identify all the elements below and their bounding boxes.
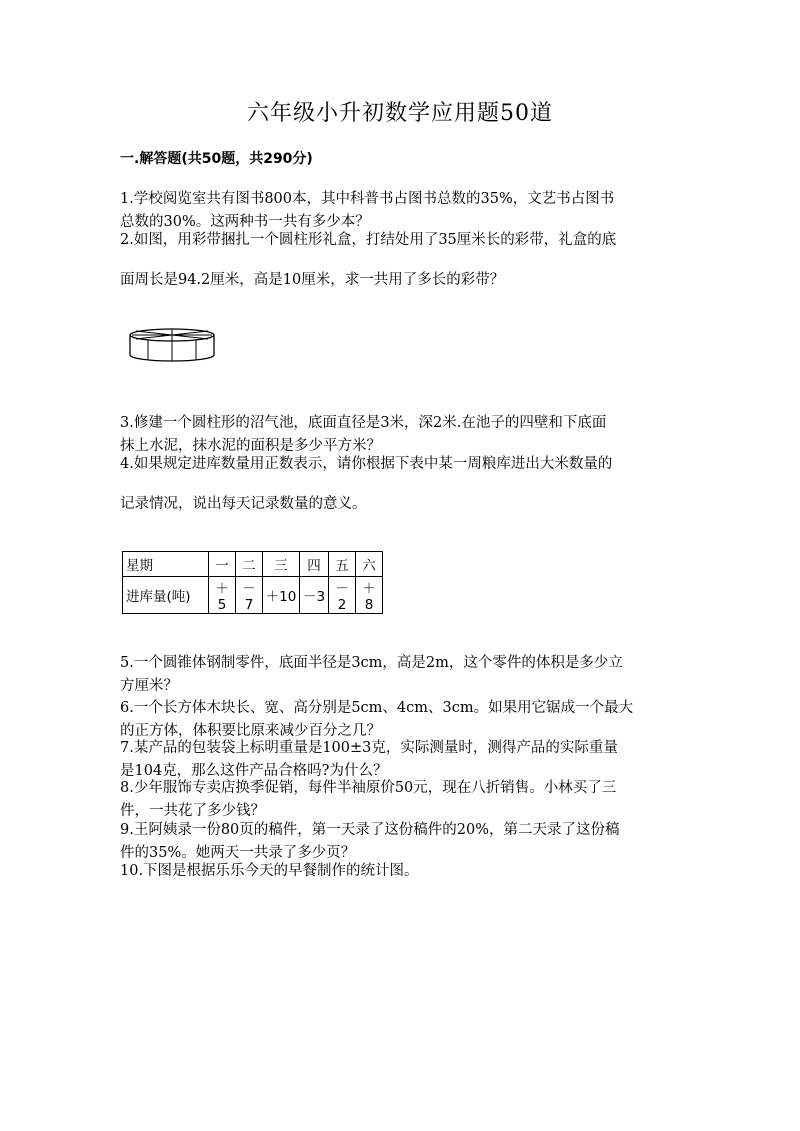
table-header-cell: 六 <box>356 552 383 577</box>
table-cell: ＋5 <box>209 577 236 614</box>
question-line: 1.学校阅览室共有图书800本，其中科普书占图书总数的35%，文艺书占图书 <box>120 191 615 207</box>
table-cell: －2 <box>329 577 356 614</box>
cylinder-gift-box-figure <box>128 326 218 364</box>
table-cell: －3 <box>300 577 329 614</box>
table-row <box>123 577 383 614</box>
table-cell: 进库量(吨) <box>123 577 209 614</box>
table-header-cell: 五 <box>329 552 356 577</box>
question-1 <box>120 188 690 234</box>
table-cell: －7 <box>236 577 263 614</box>
table-header-cell: 星期 <box>123 552 209 577</box>
question-line: 4.如果规定进库数量用正数表示，请你根据下表中某一周粮库进出大米数量的 <box>120 456 613 472</box>
question-2 <box>120 229 690 292</box>
question-line: 件，一共花了多少钱？ <box>120 803 265 819</box>
question-line: 记录情况，说出每天记录数量的意义。 <box>120 496 367 512</box>
table-row <box>123 552 383 577</box>
table-header-cell: 三 <box>263 552 300 577</box>
question-line: 9.王阿姨录一份80页的稿件，第一天录了这份稿件的20%，第二天录了这份稿 <box>120 822 620 838</box>
table-header-cell: 一 <box>209 552 236 577</box>
question-line: 抹上水泥，抹水泥的面积是多少平方米？ <box>120 438 381 454</box>
question-5 <box>120 652 690 698</box>
question-line: 7.某产品的包装袋上标明重量是100±3克，实际测量时，测得产品的实际重量 <box>120 740 618 756</box>
question-line: 6.一个长方体木块长、宽、高分别是5cm、4cm、3cm。如果用它锯成一个最大 <box>120 700 634 716</box>
table-cell: ＋8 <box>356 577 383 614</box>
question-line: 件的35%。她两天一共录了多少页？ <box>120 845 356 861</box>
question-line: 总数的30%。这两种书一共有多少本？ <box>120 214 370 230</box>
question-8 <box>120 777 690 823</box>
question-line: 是104克，那么这件产品合格吗?为什么？ <box>120 763 388 779</box>
table-header-cell: 四 <box>300 552 329 577</box>
question-line: 方厘米？ <box>120 678 178 694</box>
section-heading: 一.解答题(共50题，共290分) <box>120 151 313 167</box>
table-cell: ＋10 <box>263 577 300 614</box>
question-line: 2.如图，用彩带捆扎一个圆柱形礼盒，打结处用了35厘米长的彩带，礼盒的底 <box>120 232 617 248</box>
question-line: 面周长是94.2厘米，高是10厘米，求一共用了多长的彩带？ <box>120 272 505 288</box>
question-line: 10.下图是根据乐乐今天的早餐制作的统计图。 <box>120 863 419 879</box>
page-title: 六年级小升初数学应用题50道 <box>247 101 553 126</box>
question-3 <box>120 412 690 458</box>
question-line: 8.少年服饰专卖店换季促销，每件半袖原价50元，现在八折销售。小林买了三 <box>120 780 617 796</box>
grain-record-table <box>122 551 383 614</box>
question-9 <box>120 819 690 865</box>
question-line: 3.修建一个圆柱形的沼气池，底面直径是3米，深2米.在池子的四壁和下底面 <box>120 415 607 431</box>
question-line: 5.一个圆锥体钢制零件，底面半径是3cm，高是2m，这个零件的体积是多少立 <box>120 655 623 671</box>
question-10 <box>120 860 690 883</box>
question-4 <box>120 453 690 516</box>
question-line: 的正方体，体积要比原来减少百分之几？ <box>120 723 381 739</box>
table-header-cell: 二 <box>236 552 263 577</box>
